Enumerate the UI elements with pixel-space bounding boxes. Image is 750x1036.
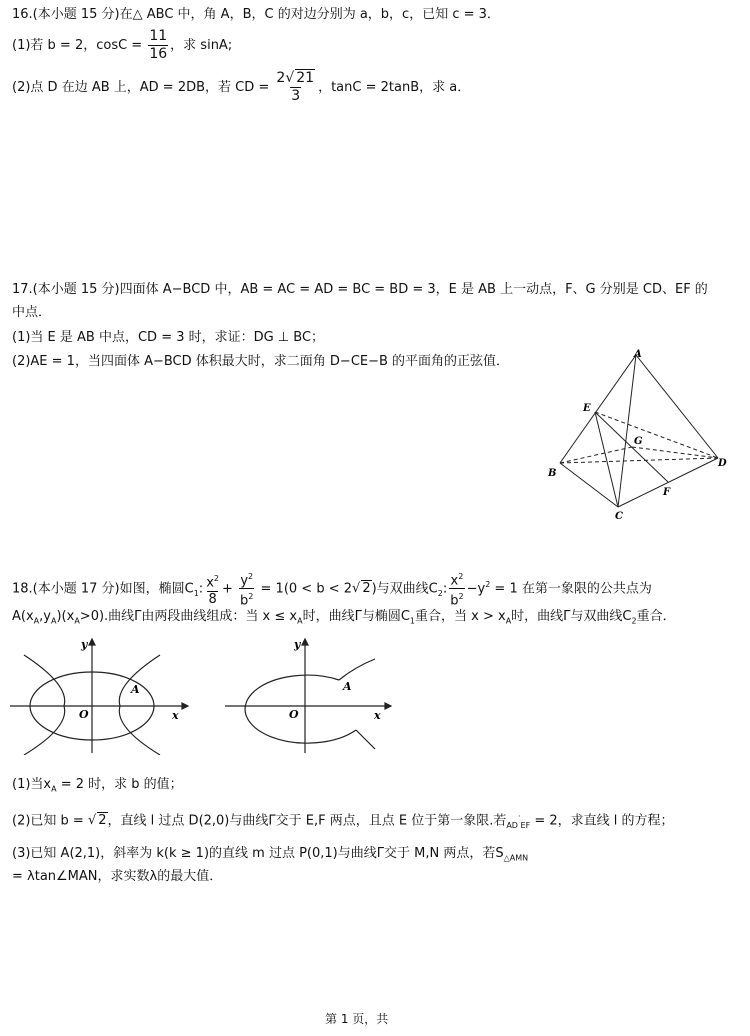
q18-eight: 8 — [208, 591, 217, 607]
q18-y: y — [240, 573, 249, 589]
fig1-label-y: y — [81, 638, 88, 651]
q18-sub-1: 1 — [409, 616, 415, 626]
q18-frac2-den — [239, 588, 254, 608]
q18-l2-g: 时，曲线Γ与双曲线C — [511, 609, 632, 624]
q18-part1 — [12, 776, 183, 799]
label-C: C — [615, 511, 623, 522]
q18-y2-over-b2 — [239, 569, 254, 609]
fig2-label-O: O — [289, 708, 299, 721]
q16-cos-numerator: 11 — [149, 28, 168, 44]
hyperbola-lower-part-of-gamma — [356, 730, 375, 749]
q18-p2-b: ，直线 l 过点 D(2,0)与曲线Γ交于 E,F 两点，且点 E 位于第一象限.若 — [107, 813, 507, 829]
q18-plus: + — [221, 581, 233, 597]
label-D: D — [718, 458, 727, 469]
q18-b: b — [450, 593, 459, 609]
q18-colon: : — [198, 581, 204, 597]
q18-l2-f: 重合，当 x > x — [415, 609, 506, 624]
q18-p3-a: (3)已知 A(2,1)，斜率为 k(k ≥ 1)的直线 m 过点 P(0,1)与曲线Γ交于 M,N 两点，若S — [12, 846, 504, 861]
q18-colon: : — [442, 581, 448, 597]
fig1-label-x: x — [172, 709, 179, 722]
q16-cos-fraction — [148, 28, 168, 63]
q17-part1: (1)当 E 是 AB 中点，CD = 3 时，求证：DG ⊥ BC； — [12, 330, 325, 345]
q18-p1-b: = 2 时，求 b 的值； — [60, 777, 183, 792]
q16-part2-post: ，tanC = 2tanB，求 a． — [318, 80, 471, 95]
q18-sub-1: 1 — [193, 588, 199, 598]
q16-cd-radicand: 21 — [296, 70, 315, 86]
y-axis-arrow — [302, 639, 308, 645]
ellipse-part-of-gamma — [245, 675, 356, 743]
hyperbola-upper-part-of-gamma — [339, 659, 375, 680]
q18-hyperbola-intro: )与双曲线C — [371, 581, 438, 597]
sqrt-symbol: √ 2 — [352, 581, 371, 597]
q18-square: 2 — [458, 572, 464, 581]
q16-part1-post: ，求 sinA; — [170, 38, 233, 53]
q18-sub-EF: EF — [520, 820, 531, 830]
q18-intersection-text: = 1 在第一象限的公共点为 — [494, 581, 652, 597]
q18-minus-y: −y — [466, 581, 486, 597]
q18-p1-a: (1)当x — [12, 777, 52, 792]
edge-CD — [618, 458, 718, 507]
q18-intro: 18.(本小题 17 分)如图，椭圆C — [12, 581, 194, 597]
q18-line2 — [12, 608, 676, 631]
label-A: A — [634, 349, 642, 360]
q18-line1 — [12, 566, 652, 613]
q18-sub-A: A — [505, 616, 512, 626]
q16-part2 — [12, 70, 470, 105]
q18-frac3-num — [450, 569, 465, 588]
edge-AB — [560, 355, 636, 463]
q18-frac3-den — [449, 588, 464, 608]
y-axis-arrow — [89, 639, 95, 645]
q18-sub-AMN: △AMN — [503, 853, 529, 863]
q16-cd-numerator — [275, 70, 316, 87]
q18-p2-c: = 2，求直线 l 的方程； — [534, 813, 674, 829]
sqrt-symbol: √ 21 — [285, 70, 315, 86]
q18-l2-a: A(x — [12, 609, 34, 624]
q16-part1-pre: (1)若 b = 2，cosC = — [12, 38, 147, 53]
x-axis-arrow — [385, 703, 391, 709]
q16-cd-fraction — [275, 70, 316, 105]
label-F: F — [663, 487, 671, 498]
sqrt-symbol: √ 2 — [87, 813, 107, 829]
q18-sub-A: A — [74, 616, 80, 626]
fig2-label-x: x — [374, 709, 381, 722]
label-E: E — [583, 403, 591, 414]
q18-sqrt2: 2 — [362, 581, 371, 597]
q16-cd-denominator: 3 — [291, 88, 301, 104]
segment-BG-hidden — [560, 447, 632, 463]
q17-part2: (2)AE = 1，当四面体 A−BCD 体积最大时，求二面角 D−CE−B 的平面角的正弦值． — [12, 354, 510, 369]
q18-x: x — [450, 573, 459, 589]
q18-l2-b: ,y — [39, 609, 51, 624]
tetrahedron-figure — [540, 345, 740, 525]
q17-line2: 中点． — [12, 305, 52, 320]
label-B: B — [548, 468, 557, 479]
q18-sub-A: A — [51, 784, 57, 794]
q17-line1: 17.(本小题 15 分)四面体 A−BCD 中，AB = AC = AD = BC = BD = 3，E 是 AB 上一动点，F、G 分别是 CD、EF 的 — [12, 282, 708, 297]
edge-AC — [618, 355, 636, 507]
q18-square: 2 — [485, 580, 491, 589]
fig2-label-y: y — [294, 638, 301, 651]
q18-sub-A: A — [33, 616, 40, 626]
q18-frac2-num — [239, 569, 254, 588]
segment-GD-hidden — [632, 447, 718, 458]
q18-x: x — [206, 575, 214, 591]
q16-cd-coef: 2 — [276, 70, 286, 86]
q18-l2-e: 时，曲线Γ与椭圆C — [302, 609, 410, 624]
q16-cos-denominator: 16 — [149, 46, 168, 62]
curve-gamma-figure — [225, 635, 400, 755]
q18-sub-2: 2 — [631, 616, 637, 626]
q18-x2-over-8 — [205, 571, 220, 606]
edge-BD-hidden — [560, 458, 718, 463]
fig1-label-O: O — [79, 708, 89, 721]
fig1-label-A: A — [131, 683, 140, 696]
q18-square: 2 — [248, 592, 254, 602]
q18-x2-over-b2 — [449, 569, 464, 609]
x-axis-arrow — [182, 703, 188, 709]
q18-sub-2: 2 — [437, 588, 443, 598]
q16-part2-pre: (2)点 D 在边 AB 上，AD = 2DB，若 CD = — [12, 80, 274, 95]
ellipse-hyperbola-figure — [10, 635, 195, 755]
q18-l2-d: >0).曲线Γ由两段曲线组成：当 x ≤ x — [79, 609, 298, 624]
q18-sub-A: A — [297, 616, 303, 626]
q18-b: b — [240, 593, 249, 609]
q18-range: = 1(0 < b < 2 — [260, 581, 353, 597]
fig2-label-A: A — [343, 680, 352, 693]
q16-header: 16.(本小题 15 分)在△ ABC 中，角 A，B，C 的对边分别为 a，b，c，已知 c = 3． — [12, 7, 500, 22]
q18-square: 2 — [458, 592, 464, 602]
q18-part3-line2: = λtan∠MAN，求实数λ的最大值． — [12, 869, 223, 884]
q18-l2-c: )(x — [56, 609, 75, 624]
page-footer: 第 1 页，共 — [325, 1012, 389, 1026]
label-G: G — [634, 436, 643, 447]
q18-p2-sqrt: 2 — [98, 813, 107, 829]
q18-p2-a: (2)已知 b = — [12, 813, 88, 829]
q16-part1 — [12, 28, 232, 63]
q18-sub-AD: AD — [506, 820, 518, 830]
q18-part3-line1 — [12, 845, 528, 868]
q18-frac1-num — [205, 571, 220, 590]
q18-square: 2 — [248, 572, 254, 581]
q18-square: 2 — [213, 574, 219, 584]
q18-dot: · — [517, 812, 521, 821]
q18-part2 — [12, 808, 674, 835]
q18-l2-h: 重合． — [636, 609, 676, 624]
q18-sub-A: A — [50, 616, 57, 626]
